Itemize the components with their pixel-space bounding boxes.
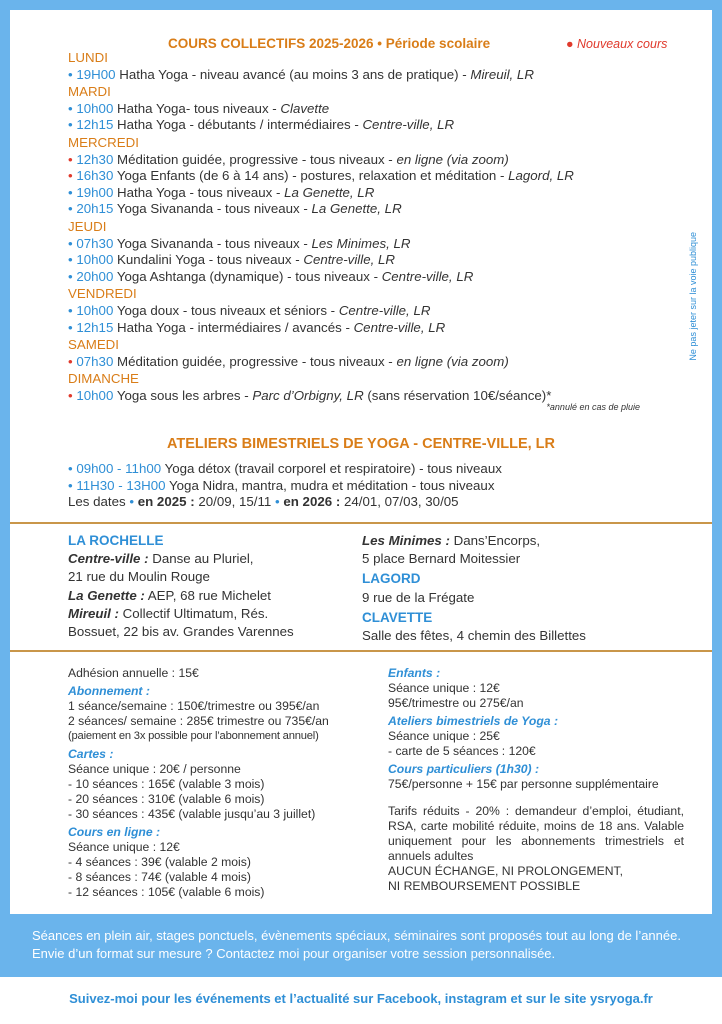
class-description: Hatha Yoga - débutants / intermédiaires - (117, 117, 363, 133)
class-description: Kundalini Yoga - tous niveaux - (117, 252, 304, 268)
price-line: Adhésion annuelle : 15€ (68, 666, 199, 680)
location-address: 21 rue du Moulin Rouge (68, 569, 210, 585)
location-address: Dans’Encorps, (449, 533, 541, 548)
price-line: - 30 séances : 435€ (valable jusqu’au 3 juillet) (68, 807, 316, 821)
class-location: Centre-ville, LR (338, 302, 431, 318)
location-address: Salle des fêtes, 4 chemin des Billettes (362, 628, 586, 644)
year-2026: en 2026 : (283, 494, 341, 510)
class-description: Yoga sous les arbres - (116, 387, 253, 403)
day-heading: MARDI (68, 84, 111, 100)
blue-dot-icon: • (68, 319, 77, 335)
class-description: Yoga Ashtanga (dynamique) - tous niveaux - (116, 268, 382, 284)
price-line: - 20 séances : 310€ (valable 6 mois) (68, 792, 265, 806)
blue-dot-icon: • (68, 184, 77, 200)
price-heading: Enfants : (388, 666, 441, 680)
blue-dot-icon: • (68, 117, 77, 133)
price-heading: Ateliers bimestriels de Yoga : (388, 714, 559, 728)
locations-right (362, 532, 692, 645)
class-row (68, 101, 688, 118)
class-row (68, 269, 688, 286)
class-location: en ligne (via zoom) (396, 151, 509, 167)
price-line: - carte de 5 séances : 120€ (388, 744, 536, 758)
reduced-rates: Tarifs réduits - 20% : demandeur d’emploi, étudiant, RSA, carte mobilité réduite, moins de 18 ans. Valable uniquement pour les abonnements trimestriels et annuels adultes (388, 804, 684, 863)
location-address: Bossuet, 22 bis av. Grandes Varennes (68, 624, 294, 640)
class-time: 07h30 (76, 235, 114, 251)
class-time: 10h00 (76, 252, 114, 268)
red-dot-icon: • (68, 353, 77, 369)
red-dot-icon: • (68, 168, 77, 184)
day-heading: DIMANCHE (68, 371, 139, 387)
class-location: Centre-ville, LR (353, 319, 446, 335)
atelier-time: 11H30 - 13H00 (76, 477, 166, 493)
atelier-row (68, 461, 502, 478)
class-location: Clavette (280, 100, 330, 116)
class-row (68, 185, 688, 202)
location-name: Mireuil : (68, 605, 119, 621)
class-time: 10h00 (76, 387, 114, 403)
price-line: - 10 séances : 165€ (valable 3 mois) (68, 777, 265, 791)
dates-label: Les dates (68, 494, 130, 510)
blue-dot-icon: • (129, 494, 138, 510)
location-heading: LAGORD (362, 571, 421, 587)
class-time: 19h00 (76, 184, 114, 200)
blue-dot-icon: • (68, 201, 77, 217)
day-heading: SAMEDI (68, 337, 119, 353)
class-row (68, 152, 688, 169)
price-line: - 12 séances : 105€ (valable 6 mois) (68, 885, 265, 899)
class-description: Méditation guidée, progressive - tous niveaux - (117, 353, 397, 369)
day-heading: MERCREDI (68, 134, 139, 150)
divider (10, 522, 712, 524)
price-heading: Abonnement : (68, 684, 150, 698)
divider (10, 650, 712, 652)
class-location: Les Minimes, LR (311, 235, 411, 251)
new-courses-label: Nouveaux cours (577, 37, 668, 51)
policy-line: AUCUN ÉCHANGE, NI PROLONGEMENT, (388, 864, 623, 878)
class-row (68, 252, 688, 269)
class-description: Yoga Enfants (de 6 à 14 ans) - postures, relaxation et méditation - (116, 168, 509, 184)
class-description: Hatha Yoga - niveau avancé (au moins 3 ans de pratique) - (119, 66, 471, 82)
location-address: AEP, 68 rue Michelet (144, 587, 271, 603)
class-row (68, 320, 688, 337)
location-name: La Genette : (68, 587, 145, 603)
locations-left (68, 532, 358, 641)
class-description: Yoga Sivananda - tous niveaux - (116, 201, 312, 217)
year-2025: en 2025 : (137, 494, 195, 510)
location-address: 9 rue de la Frégate (362, 589, 475, 605)
blue-dot-icon: • (68, 100, 77, 116)
class-location: en ligne (via zoom) (396, 353, 509, 369)
class-row (68, 67, 688, 84)
class-location: Mireuil, LR (470, 66, 534, 82)
class-location: Centre-ville, LR (303, 252, 395, 268)
class-row (68, 168, 688, 185)
schedule (68, 50, 688, 412)
price-heading: Cours particuliers (1h30) : (388, 762, 540, 776)
price-line: 1 séance/semaine : 150€/trimestre ou 395€/an (68, 699, 320, 713)
class-row (68, 303, 688, 320)
atelier-time: 09h00 - 11h00 (76, 461, 162, 476)
class-time: 16h30 (76, 168, 114, 184)
rain-note: *annulé en cas de pluie (546, 402, 640, 413)
blue-dot-icon: • (68, 66, 77, 82)
atelier-row (68, 478, 502, 495)
class-row (68, 201, 688, 218)
class-description: Méditation guidée, progressive - tous niveaux - (117, 151, 397, 167)
price-line: Séance unique : 12€ (388, 681, 500, 695)
class-description: Hatha Yoga - intermédiaires / avancés - (117, 319, 354, 335)
class-description: Yoga doux - tous niveaux et séniors - (116, 302, 339, 318)
class-extra: (sans réservation 10€/séance)* (363, 387, 552, 403)
class-time: 10h00 (76, 100, 114, 116)
prices-left (68, 666, 378, 900)
blue-dot-icon: • (68, 477, 77, 493)
page-title: COURS COLLECTIFS 2025-2026 • Période scolaire (168, 36, 491, 51)
side-notice: Ne pas jeter sur la voie publique (688, 232, 698, 361)
location-address: Danse au Pluriel, (148, 551, 254, 567)
class-location: Lagord, LR (508, 168, 574, 184)
class-description: Yoga Sivananda - tous niveaux - (116, 235, 312, 251)
day-heading: JEUDI (68, 218, 107, 234)
price-line: Séance unique : 25€ (388, 729, 500, 743)
atelier-text: Yoga détox (travail corporel et respiratoire) - tous niveaux (161, 461, 502, 476)
class-location: Centre-ville, LR (362, 117, 455, 133)
red-dot-icon: • (68, 387, 77, 403)
blue-dot-icon: • (68, 461, 77, 476)
flyer-page (10, 10, 712, 914)
price-line: Séance unique : 20€ / personne (68, 762, 241, 776)
location-centre-ville (68, 550, 358, 568)
price-heading: Cartes : (68, 747, 114, 761)
price-heading: Cours en ligne : (68, 825, 161, 839)
class-time: 12h15 (76, 319, 114, 335)
dates-2025: 20/09, 15/11 (194, 494, 275, 510)
class-time: 20h15 (76, 201, 114, 217)
dates-2026: 24/01, 07/03, 30/05 (340, 494, 459, 510)
blue-dot-icon: • (68, 252, 77, 268)
class-time: 12h30 (76, 151, 114, 167)
location-minimes (362, 532, 692, 550)
day-heading: LUNDI (68, 50, 108, 65)
blue-dot-icon: • (68, 302, 77, 318)
class-description: Hatha Yoga - tous niveaux - (117, 184, 285, 200)
class-location: La Genette, LR (284, 184, 375, 200)
location-address: 5 place Bernard Moitessier (362, 551, 521, 567)
atelier-dates (68, 494, 502, 511)
location-heading: LA ROCHELLE (68, 533, 164, 548)
class-time: 20h00 (76, 268, 114, 284)
ateliers-title: ATELIERS BIMESTRIELS DE YOGA - CENTRE-VILLE, LR (166, 436, 556, 452)
info-band: Séances en plein air, stages ponctuels, évènements spéciaux, séminaires sont proposés tout au long de l’année. Envie d’un format sur mesure ? Contactez moi pour organiser votre session personnalisée. (0, 915, 722, 969)
price-line: 95€/trimestre ou 275€/an (388, 696, 524, 710)
blue-dot-icon: • (68, 235, 77, 251)
price-line: - 8 séances : 74€ (valable 4 mois) (68, 870, 251, 884)
footer (0, 969, 722, 1024)
class-location: Centre-ville, LR (381, 268, 474, 284)
class-time: 19H00 (76, 66, 116, 82)
location-mireuil (68, 605, 358, 623)
price-line: 75€/personne + 15€ par personne supplémentaire (388, 777, 659, 791)
blue-dot-icon: • (274, 494, 284, 510)
ateliers-block (68, 461, 502, 511)
price-line: (paiement en 3x possible pour l’abonnement annuel) (68, 730, 319, 742)
location-name: Les Minimes : (362, 533, 450, 548)
atelier-text: Yoga Nidra, mantra, mudra et méditation - tous niveaux (165, 477, 495, 493)
class-location: La Genette, LR (311, 201, 402, 217)
prices-right (388, 666, 684, 894)
class-time: 10h00 (76, 302, 114, 318)
class-location: Parc d’Orbigny, LR (252, 387, 364, 403)
red-dot-icon: • (68, 151, 77, 167)
class-time: 07h30 (76, 353, 114, 369)
price-line: 2 séances/ semaine : 285€ trimestre ou 735€/an (68, 714, 329, 728)
price-line: - 4 séances : 39€ (valable 2 mois) (68, 855, 251, 869)
location-heading: CLAVETTE (362, 609, 433, 625)
location-address: Collectif Ultimatum, Rés. (118, 605, 269, 621)
class-row (68, 117, 688, 134)
footer-text: Suivez-moi pour les événements et l’actualité sur Facebook, instagram et sur le site ysryoga.fr (69, 991, 653, 1006)
class-row (68, 236, 688, 253)
class-time: 12h15 (76, 117, 114, 133)
location-name: Centre-ville : (68, 551, 149, 567)
class-description: Hatha Yoga- tous niveaux - (117, 100, 281, 116)
blue-dot-icon: • (68, 268, 77, 284)
policy-line: NI REMBOURSEMENT POSSIBLE (388, 879, 581, 893)
red-dot-icon: ● (566, 37, 578, 51)
class-row (68, 354, 688, 371)
location-la-genette (68, 587, 358, 605)
new-courses-legend (566, 37, 667, 51)
day-heading: VENDREDI (68, 286, 137, 302)
price-line: Séance unique : 12€ (68, 840, 180, 854)
